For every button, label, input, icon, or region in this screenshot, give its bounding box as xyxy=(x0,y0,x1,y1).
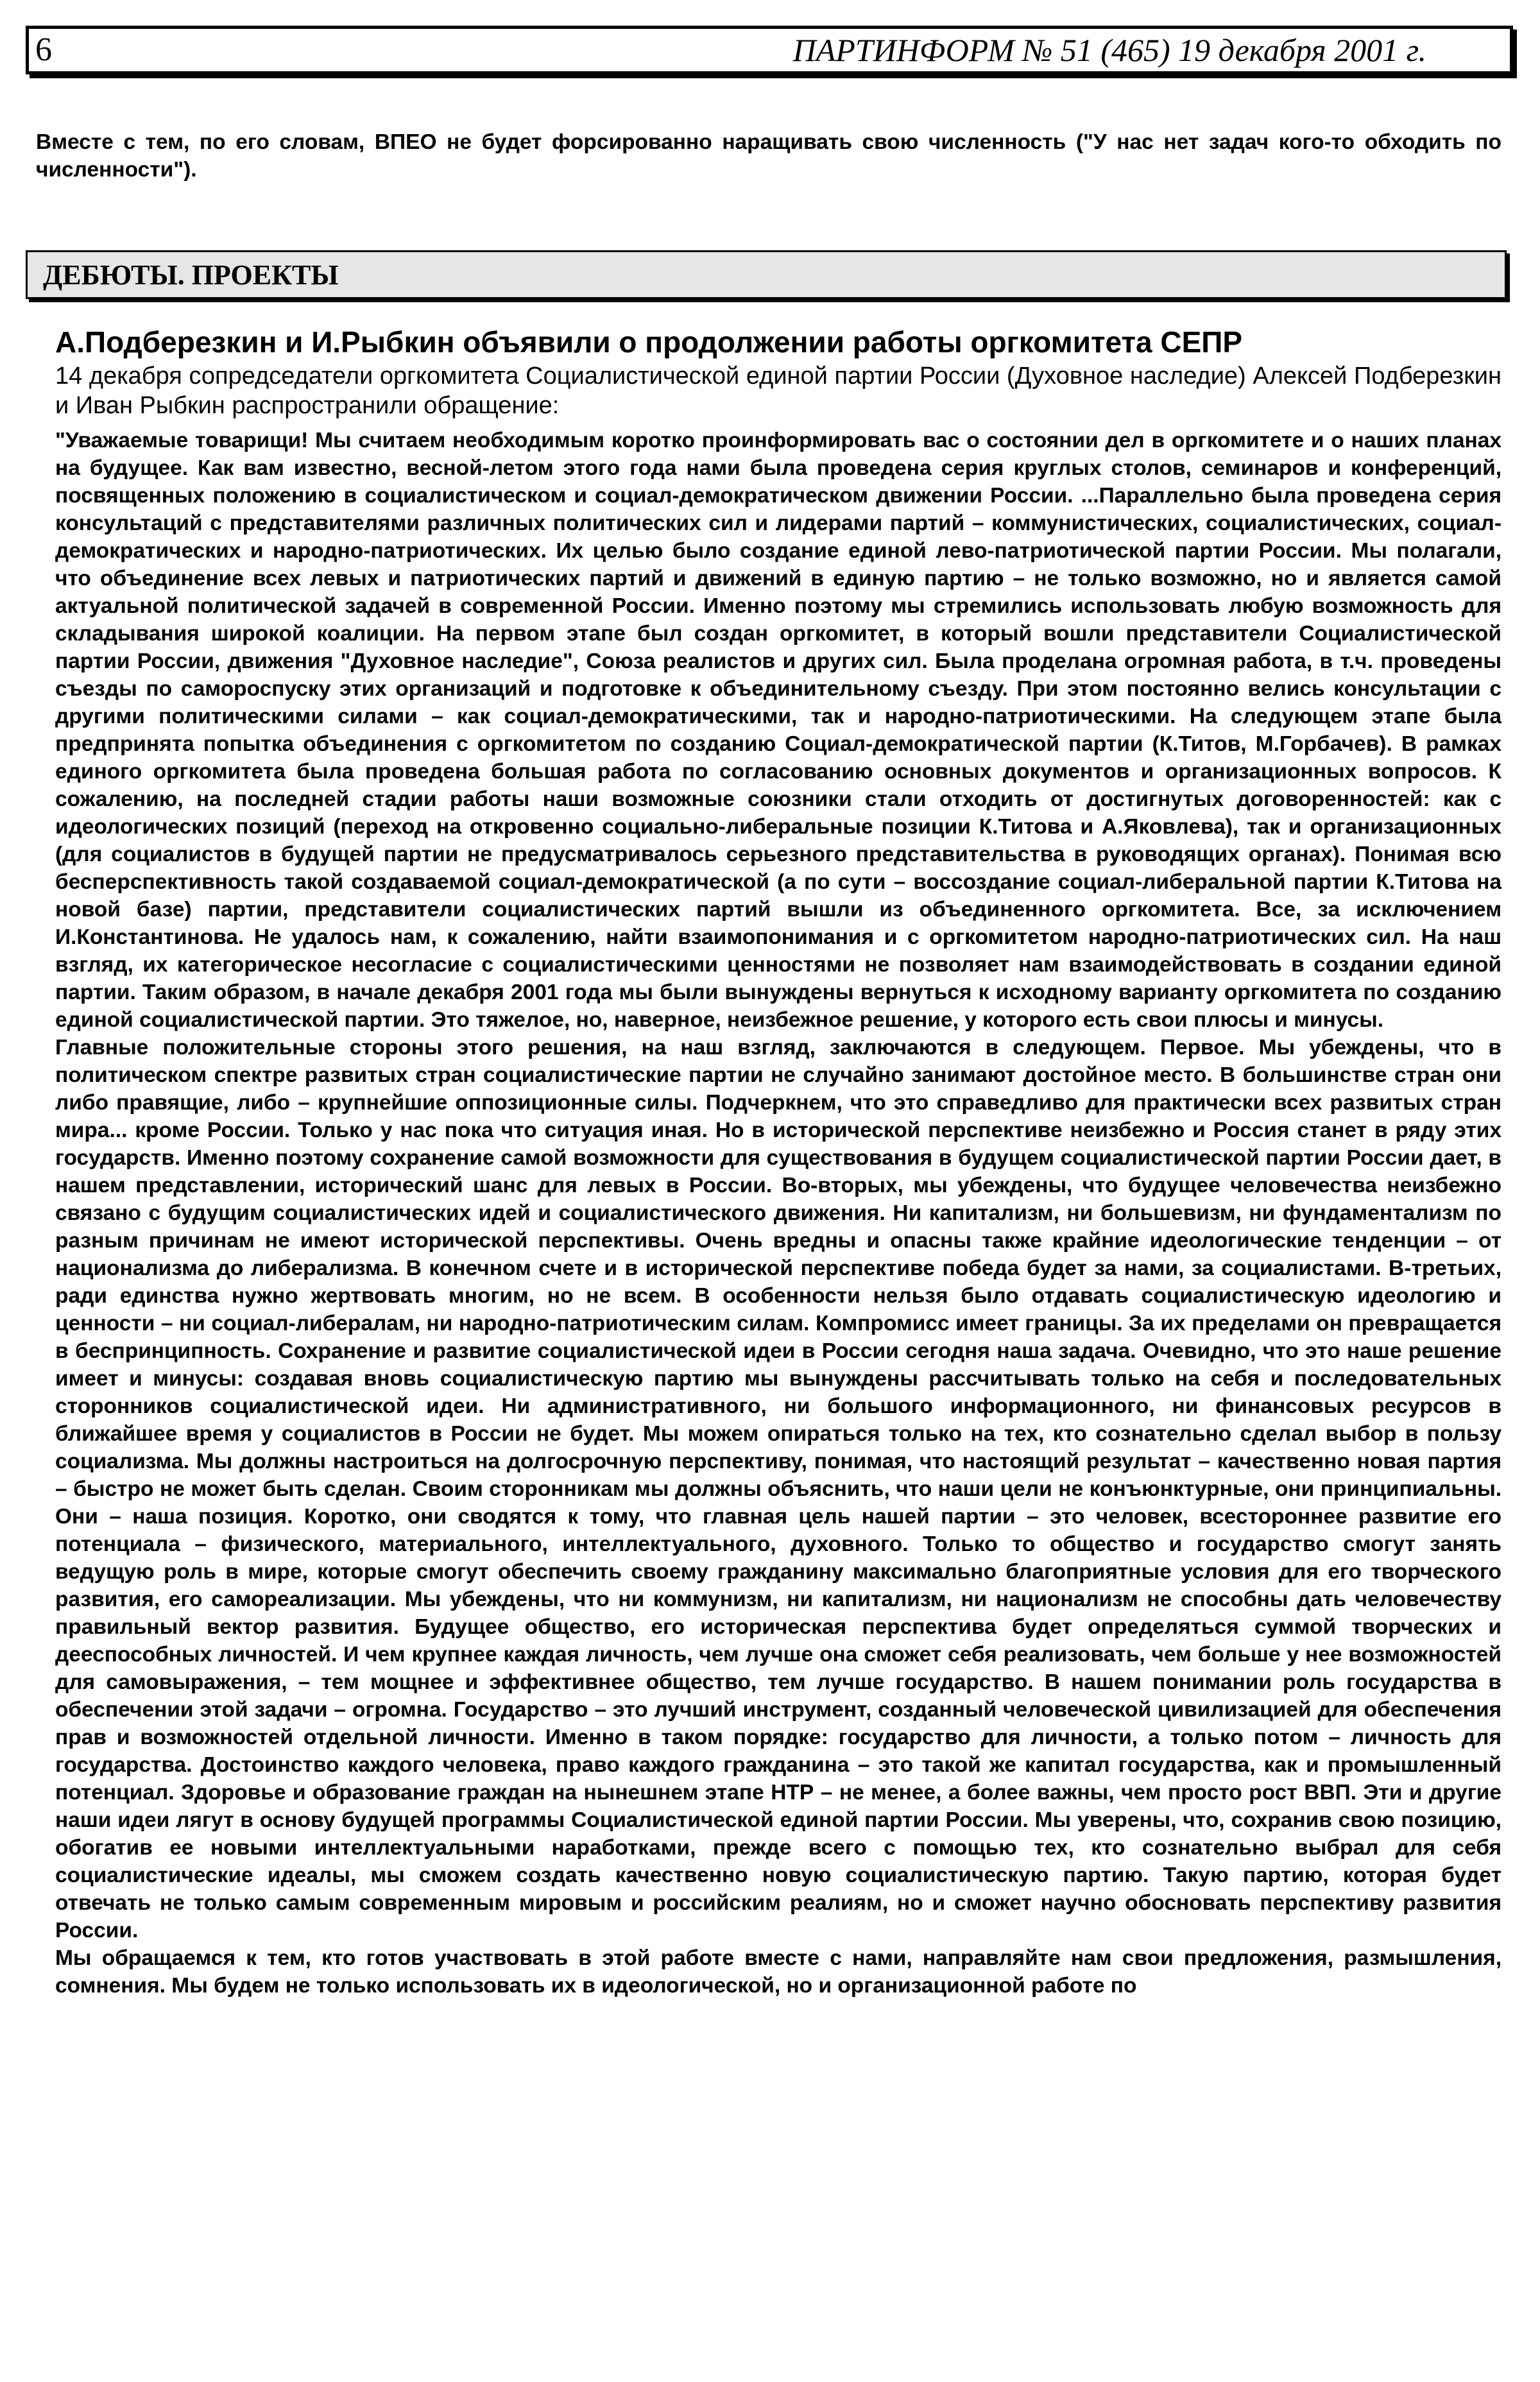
page-number: 6 xyxy=(35,31,52,68)
intro-paragraph: Вместе с тем, по его словам, ВПЕО не будет форсированно наращивать свою численность ("У нас нет задач кого-то обходить по численности"). xyxy=(36,130,1502,182)
article-headline: А.Подберезкин и И.Рыбкин объявили о продолжении работы оргкомитета СЕПР xyxy=(55,325,1243,359)
section-title: ДЕБЮТЫ. ПРОЕКТЫ xyxy=(43,259,339,291)
article-body xyxy=(55,427,1502,2000)
issue-info: ПАРТИНФОРМ № 51 (465) 19 декабря 2001 г. xyxy=(792,32,1426,68)
article-paragraph: Мы обращаемся к тем, кто готов участвовать в этой работе вместе с нами, направляйте нам свои предложения, размышления, сомнения. Мы будем не только использовать их в идеологической, но и организационной работе по xyxy=(55,1946,1502,1998)
article-paragraph: Главные положительные стороны этого решения, на наш взгляд, заключаются в следующем. Первое. Мы убеждены, что в политическом спектре развитых стран социалистические партии не случайно занимают достойное место. В большинстве стран они либо правящие, либо – крупнейшие оппозиционные силы. Подчеркнем, что это справедливо для практически всех развитых стран мира... кроме России. Только у нас пока что ситуация иная. Но в исторической перспективе неизбежно и Россия станет в ряду этих государств. Именно поэтому сохранение самой возможности для существования в будущем социалистической партии России дает, в нашем представлении, исторический шанс для левых в России. Во-вторых, мы убеждены, что будущее человечества неизбежно связано с будущим социалистических идей и социалистического движения. Ни капитализм, ни большевизм, ни фундаментализм по разным причинам не имеют исторической перспективы. Очень вредны и опасны также крайние идеологические тенденции – от национализма до либерализма. В конечном счете и в исторической перспективе победа будет за нами, за социалистами. В-третьих, ради единства нужно жертвовать многим, но не всем. В особенности нельзя было отдавать социалистическую идеологию и ценности – ни социал-либералам, ни народно-патриотическим силам. Компромисс имеет границы. За их пределами он превращается в беспринципность. Сохранение и развитие социалистической идеи в России сегодня наша задача. Очевидно, что это наше решение имеет и минусы: создавая вновь социалистическую партию мы вынуждены рассчитывать только на себя и последовательных сторонников социалистической идеи. Ни административного, ни большого информационного, ни финансовых ресурсов в ближайшее время у социалистов в России не будет. Мы можем опираться только на тех, кто сознательно сделал выбор в пользу социализма. Мы должны настроиться на долгосрочную перспективу, понимая, что настоящий результат – качественно новая партия – быстро не может быть сделан. Своим сторонникам мы должны объяснить, что наши цели не конъюнктурные, они принципиальны. Они – наша позиция. Коротко, они сводятся к тому, что главная цель нашей партии – это человек, всестороннее развитие его потенциала – физического, материального, интеллектуального, духовного. Только то общество и государство смогут занять ведущую роль в мире, которые смогут обеспечить своему гражданину максимально благоприятные условия для его творческого развития, его самореализации. Мы убеждены, что ни коммунизм, ни капитализм, ни национализм не способны дать человечеству правильный вектор развития. Будущее общество, его историческая перспектива будет определяться суммой творческих и дееспособных личностей. И чем крупнее каждая личность, чем лучше она сможет себя реализовать, чем больше у нее возможностей для самовыражения, – тем мощнее и эффективнее общество, тем лучше государство. В нашем понимании роль государства в обеспечении этой задачи – огромна. Государство – это лучший инструмент, созданный человеческой цивилизацией для обеспечения прав и возможностей отдельной личности. Именно в таком порядке: государство для личности, а только потом – личность для государства. Достоинство каждого человека, право каждого гражданина – это такой же капитал государства, как и промышленный потенциал. Здоровье и образование граждан на нынешнем этапе НТР – не менее, а более важны, чем просто рост ВВП. Эти и другие наши идеи лягут в основу будущей программы Социалистической единой партии России. Мы уверены, что, сохранив свою позицию, обогатив ее новыми интеллектуальными наработками, прежде всего с помощью тех, кто сознательно выбрал для себя социалистические идеалы, мы сможем создать качественно новую социалистическую партию. Такую партию, которая будет отвечать не только самым современным мировым и российским реалиям, но и сможет научно обосновать перспективу развития России. xyxy=(55,1036,1502,1942)
article-paragraph: "Уважаемые товарищи! Мы считаем необходимым коротко проинформировать вас о состоянии дел в оргкомитете и о наших планах на будущее. Как вам известно, весной-летом этого года нами была проведена серия круглых столов, семинаров и конференций, посвященных положению в социалистическом и социал-демократическом движении России. ...Параллельно была проведена серия консультаций с представителями различных политических сил и лидерами партий – коммунистических, социалистических, социал-демократических и народно-патриотических. Их целью было создание единой лево-патриотической партии России. Мы полагали, что объединение всех левых и патриотических партий и движений в единую партию – не только возможно, но и является самой актуальной политической задачей в современной России. Именно поэтому мы стремились использовать любую возможность для складывания широкой коалиции. На первом этапе был создан оргкомитет, в который вошли представители Социалистической партии России, движения "Духовное наследие", Союза реалистов и других сил. Была проделана огромная работа, в т.ч. проведены съезды по самороспуску этих организаций и подготовке к объединительному съезду. При этом постоянно велись консультации с другими политическими силами – как социал-демократическими, так и народно-патриотическими. На следующем этапе была предпринята попытка объединения с оргкомитетом по созданию Социал-демократической партии (К.Титов, М.Горбачев). В рамках единого оргкомитета была проведена большая работа по согласованию основных документов и организационных вопросов. К сожалению, на последней стадии работы наши возможные союзники стали отходить от достигнутых договоренностей: как с идеологических позиций (переход на откровенно социально-либеральные позиции К.Титова и А.Яковлева), так и организационных (для социалистов в будущей партии не предусматривалось серьезного представительства в руководящих органах). Понимая всю бесперспективность такой создаваемой социал-демократической (а по сути – воссоздание социал-либеральной партии К.Титова на новой базе) партии, представители социалистических партий вышли из объединенного оргкомитета. Все, за исключением И.Константинова. Не удалось нам, к сожалению, найти взаимопонимания и с оргкомитетом народно-патриотических сил. На наш взгляд, их категорическое несогласие с социалистическими ценностями не позволяет нам взаимодействовать в создании единой партии. Таким образом, в начале декабря 2001 года мы были вынуждены вернуться к исходному варианту оргкомитета по созданию единой социалистической партии. Это тяжелое, но, наверное, неизбежное решение, у которого есть свои плюсы и минусы. xyxy=(55,429,1502,1032)
page-header xyxy=(26,26,1513,74)
section-header xyxy=(26,250,1507,299)
article-lede: 14 декабря сопредседатели оргкомитета Социалистической единой партии России (Духовное наследие) Алексей Подберезкин и Иван Рыбкин распространили обращение: xyxy=(55,363,1502,419)
